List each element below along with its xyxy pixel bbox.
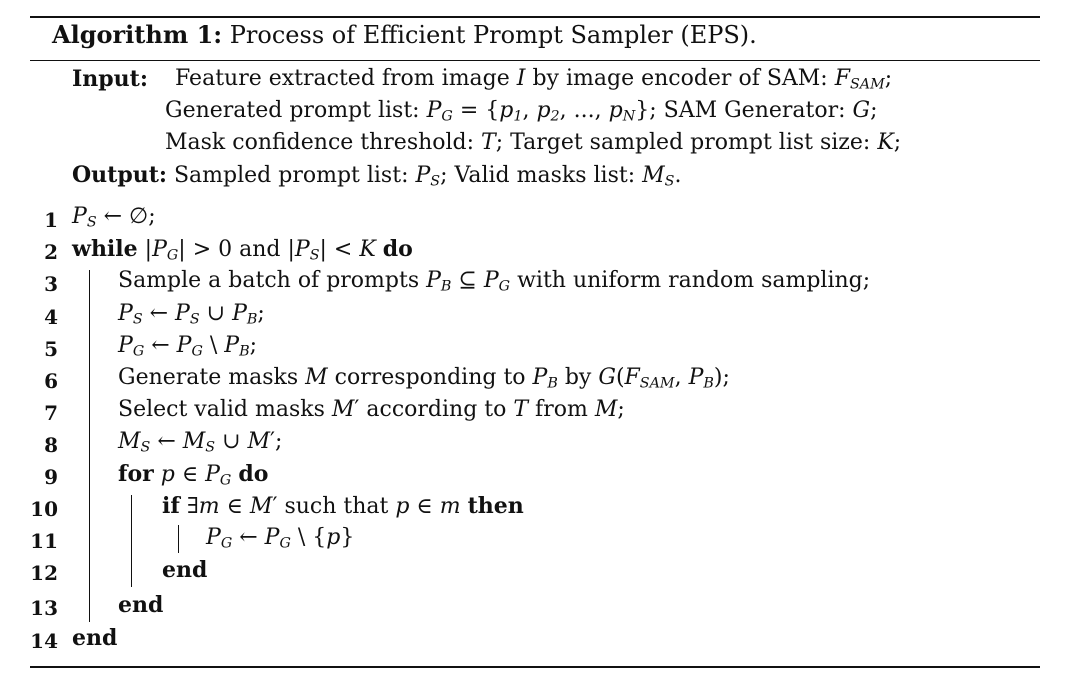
input-line-3: Mask confidence threshold: T; Target sampled prompt list size: K; <box>165 130 902 155</box>
step-12: end <box>162 557 208 583</box>
algorithm-caption <box>52 20 757 49</box>
step-7: Select valid masks M′ according to T from M; <box>118 397 625 422</box>
step-2: while $|P_G| > 0$ and $|P_S| < K$ do <box>72 236 413 264</box>
step-14: end <box>72 625 118 651</box>
top-rule <box>30 16 1040 18</box>
step-11: $P_G$ ← $P_G$ \ {p} <box>206 525 355 552</box>
header-rule <box>30 60 1040 61</box>
step-10: if ∃m ∈ M′ such that p ∈ m then <box>162 493 524 519</box>
line-number: 2 <box>44 240 58 264</box>
step-9: for p ∈ $P_G$ do <box>118 461 269 489</box>
bottom-rule <box>30 666 1040 668</box>
step-5: $P_G$ ← $P_G$ \ $P_B$; <box>118 333 258 360</box>
input-line-2: Generated prompt list: $P_G = \{p_1$, $p_2$, ..., $p_N$}; SAM Generator: G; <box>165 98 878 125</box>
for-block-bar <box>131 495 132 587</box>
step-4: $P_S$ ← $P_S$ ∪ $P_B$; <box>118 301 265 328</box>
output-block: Output: Sampled prompt list: $P_S$; Valid masks list: $M_S$. <box>72 162 682 190</box>
line-number: 5 <box>44 337 58 361</box>
step-1: $P_S$ ← ∅; <box>72 204 156 231</box>
step-8: $M_S$ ← $M_S$ ∪ M′; <box>118 429 283 456</box>
line-number: 11 <box>30 529 58 553</box>
line-number: 6 <box>44 369 58 393</box>
line-number: 4 <box>44 305 58 329</box>
line-number: 8 <box>44 433 58 457</box>
step-6: Generate masks M corresponding to $P_B$ by $G(F_{SAM}$, $P_B$); <box>118 365 730 392</box>
input-label: Input: <box>72 66 148 92</box>
line-number: 10 <box>30 497 58 521</box>
line-number: 13 <box>30 596 58 620</box>
if-block-bar <box>178 525 179 553</box>
line-number: 1 <box>44 208 58 232</box>
algorithm-title: Process of Efficient Prompt Sampler (EPS). <box>229 21 757 49</box>
output-label: Output: <box>72 162 167 188</box>
algorithm-label: Algorithm 1: <box>52 20 223 49</box>
line-number: 14 <box>30 629 58 653</box>
line-number: 7 <box>44 401 58 425</box>
while-block-bar <box>89 270 90 622</box>
step-13: end <box>118 592 164 618</box>
step-3: Sample a batch of prompts $P_B$ ⊆ $P_G$ with uniform random sampling; <box>118 268 871 295</box>
input-line-1: Feature extracted from image I by image encoder of SAM: $F_{SAM}$; <box>175 66 893 93</box>
input-block <box>72 66 148 92</box>
line-number: 3 <box>44 272 58 296</box>
line-number: 12 <box>30 561 58 585</box>
line-number: 9 <box>44 465 58 489</box>
